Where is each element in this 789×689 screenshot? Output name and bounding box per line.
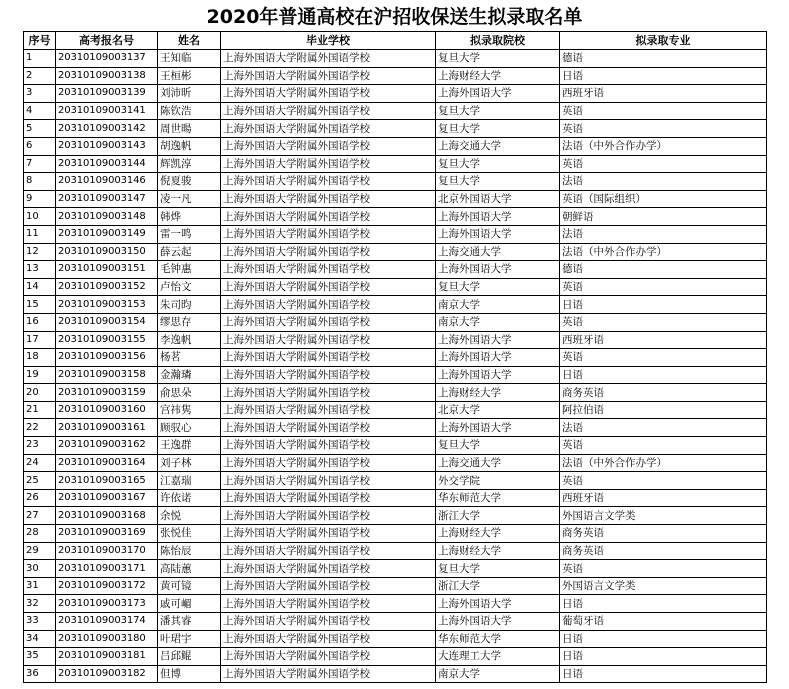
cell-name: 周世暘 bbox=[158, 120, 221, 138]
cell-major: 英语 bbox=[560, 437, 767, 455]
cell-exam-id: 20310109003165 bbox=[56, 472, 158, 490]
cell-major: 日语 bbox=[560, 665, 767, 683]
cell-name: 陈钦浩 bbox=[158, 102, 221, 120]
cell-university: 南京大学 bbox=[436, 665, 560, 683]
cell-university: 复旦大学 bbox=[436, 50, 560, 68]
table-header-row bbox=[24, 32, 767, 50]
cell-name: 戚可嵋 bbox=[158, 595, 221, 613]
cell-index: 34 bbox=[24, 630, 56, 648]
cell-university: 上海交通大学 bbox=[436, 243, 560, 261]
cell-index: 29 bbox=[24, 542, 56, 560]
cell-exam-id: 20310109003159 bbox=[56, 384, 158, 402]
cell-name: 雷一鸣 bbox=[158, 225, 221, 243]
cell-university: 大连理工大学 bbox=[436, 648, 560, 666]
cell-name: 吕邱鲲 bbox=[158, 648, 221, 666]
cell-name: 凌一凡 bbox=[158, 190, 221, 208]
table-row bbox=[24, 401, 767, 419]
cell-major: 英语 bbox=[560, 349, 767, 367]
cell-exam-id: 20310109003160 bbox=[56, 401, 158, 419]
cell-index: 33 bbox=[24, 613, 56, 631]
cell-exam-id: 20310109003180 bbox=[56, 630, 158, 648]
cell-university: 上海外国语大学 bbox=[436, 261, 560, 279]
cell-index: 35 bbox=[24, 648, 56, 666]
cell-major: 西班牙语 bbox=[560, 85, 767, 103]
cell-index: 13 bbox=[24, 261, 56, 279]
table-row bbox=[24, 366, 767, 384]
header-exam-id: 高考报名号 bbox=[56, 32, 158, 50]
admission-table bbox=[23, 31, 767, 683]
cell-major: 日语 bbox=[560, 296, 767, 314]
cell-index: 31 bbox=[24, 577, 56, 595]
cell-school: 上海外国语大学附属外国语学校 bbox=[221, 296, 436, 314]
cell-exam-id: 20310109003146 bbox=[56, 173, 158, 191]
table-row bbox=[24, 120, 767, 138]
cell-exam-id: 20310109003174 bbox=[56, 613, 158, 631]
cell-name: 黄可镜 bbox=[158, 577, 221, 595]
table-row bbox=[24, 384, 767, 402]
cell-exam-id: 20310109003147 bbox=[56, 190, 158, 208]
cell-exam-id: 20310109003158 bbox=[56, 366, 158, 384]
cell-exam-id: 20310109003154 bbox=[56, 313, 158, 331]
cell-university: 外交学院 bbox=[436, 472, 560, 490]
cell-school: 上海外国语大学附属外国语学校 bbox=[221, 366, 436, 384]
table-row bbox=[24, 50, 767, 68]
cell-exam-id: 20310109003155 bbox=[56, 331, 158, 349]
header-index: 序号 bbox=[24, 32, 56, 50]
cell-name: 张悦佳 bbox=[158, 525, 221, 543]
cell-index: 2 bbox=[24, 67, 56, 85]
document-title: 2020年普通高校在沪招收保送生拟录取名单 bbox=[206, 6, 583, 28]
cell-name: 李逸帆 bbox=[158, 331, 221, 349]
cell-school: 上海外国语大学附属外国语学校 bbox=[221, 454, 436, 472]
cell-exam-id: 20310109003142 bbox=[56, 120, 158, 138]
cell-school: 上海外国语大学附属外国语学校 bbox=[221, 190, 436, 208]
cell-school: 上海外国语大学附属外国语学校 bbox=[221, 419, 436, 437]
cell-school: 上海外国语大学附属外国语学校 bbox=[221, 437, 436, 455]
cell-exam-id: 20310109003137 bbox=[56, 50, 158, 68]
cell-major: 日语 bbox=[560, 595, 767, 613]
cell-university: 浙江大学 bbox=[436, 577, 560, 595]
cell-school: 上海外国语大学附属外国语学校 bbox=[221, 613, 436, 631]
cell-index: 5 bbox=[24, 120, 56, 138]
table-row bbox=[24, 595, 767, 613]
cell-major: 法语 bbox=[560, 225, 767, 243]
cell-name: 但博 bbox=[158, 665, 221, 683]
cell-university: 上海财经大学 bbox=[436, 67, 560, 85]
cell-name: 俞思朵 bbox=[158, 384, 221, 402]
cell-major: 日语 bbox=[560, 366, 767, 384]
cell-major: 英语 bbox=[560, 155, 767, 173]
cell-school: 上海外国语大学附属外国语学校 bbox=[221, 155, 436, 173]
cell-index: 22 bbox=[24, 419, 56, 437]
cell-name: 许依诺 bbox=[158, 489, 221, 507]
cell-name: 毛钟惠 bbox=[158, 261, 221, 279]
cell-school: 上海外国语大学附属外国语学校 bbox=[221, 120, 436, 138]
header-name: 姓名 bbox=[158, 32, 221, 50]
cell-major: 英语 bbox=[560, 472, 767, 490]
cell-school: 上海外国语大学附属外国语学校 bbox=[221, 507, 436, 525]
cell-index: 8 bbox=[24, 173, 56, 191]
cell-name: 潘其睿 bbox=[158, 613, 221, 631]
cell-index: 9 bbox=[24, 190, 56, 208]
cell-major: 法语（中外合作办学） bbox=[560, 243, 767, 261]
header-university: 拟录取院校 bbox=[436, 32, 560, 50]
table-row bbox=[24, 173, 767, 191]
cell-school: 上海外国语大学附属外国语学校 bbox=[221, 384, 436, 402]
cell-index: 7 bbox=[24, 155, 56, 173]
cell-exam-id: 20310109003138 bbox=[56, 67, 158, 85]
table-row bbox=[24, 525, 767, 543]
cell-university: 复旦大学 bbox=[436, 120, 560, 138]
cell-name: 薛云起 bbox=[158, 243, 221, 261]
cell-university: 复旦大学 bbox=[436, 560, 560, 578]
cell-index: 1 bbox=[24, 50, 56, 68]
cell-major: 外国语言文学类 bbox=[560, 507, 767, 525]
cell-university: 上海外国语大学 bbox=[436, 595, 560, 613]
cell-major: 德语 bbox=[560, 50, 767, 68]
cell-exam-id: 20310109003152 bbox=[56, 278, 158, 296]
cell-school: 上海外国语大学附属外国语学校 bbox=[221, 525, 436, 543]
table-row bbox=[24, 102, 767, 120]
cell-name: 胡逸帆 bbox=[158, 137, 221, 155]
cell-school: 上海外国语大学附属外国语学校 bbox=[221, 489, 436, 507]
table-row bbox=[24, 560, 767, 578]
cell-name: 高陆蕙 bbox=[158, 560, 221, 578]
cell-university: 上海外国语大学 bbox=[436, 208, 560, 226]
cell-index: 32 bbox=[24, 595, 56, 613]
table-row bbox=[24, 225, 767, 243]
cell-exam-id: 20310109003161 bbox=[56, 419, 158, 437]
cell-exam-id: 20310109003170 bbox=[56, 542, 158, 560]
table-row bbox=[24, 190, 767, 208]
header-major: 拟录取专业 bbox=[560, 32, 767, 50]
cell-index: 36 bbox=[24, 665, 56, 683]
cell-exam-id: 20310109003162 bbox=[56, 437, 158, 455]
cell-major: 外国语言文学类 bbox=[560, 577, 767, 595]
cell-school: 上海外国语大学附属外国语学校 bbox=[221, 173, 436, 191]
cell-university: 南京大学 bbox=[436, 313, 560, 331]
cell-index: 19 bbox=[24, 366, 56, 384]
cell-school: 上海外国语大学附属外国语学校 bbox=[221, 648, 436, 666]
cell-index: 6 bbox=[24, 137, 56, 155]
cell-index: 3 bbox=[24, 85, 56, 103]
cell-exam-id: 20310109003171 bbox=[56, 560, 158, 578]
cell-school: 上海外国语大学附属外国语学校 bbox=[221, 349, 436, 367]
table-row bbox=[24, 472, 767, 490]
cell-university: 复旦大学 bbox=[436, 102, 560, 120]
cell-name: 韩烨 bbox=[158, 208, 221, 226]
table-row bbox=[24, 613, 767, 631]
cell-index: 17 bbox=[24, 331, 56, 349]
cell-name: 叶珺宇 bbox=[158, 630, 221, 648]
cell-index: 25 bbox=[24, 472, 56, 490]
table-row bbox=[24, 296, 767, 314]
cell-school: 上海外国语大学附属外国语学校 bbox=[221, 137, 436, 155]
cell-university: 复旦大学 bbox=[436, 278, 560, 296]
table-row bbox=[24, 85, 767, 103]
cell-school: 上海外国语大学附属外国语学校 bbox=[221, 577, 436, 595]
cell-name: 王桓彬 bbox=[158, 67, 221, 85]
cell-major: 英语 bbox=[560, 313, 767, 331]
cell-major: 商务英语 bbox=[560, 525, 767, 543]
cell-exam-id: 20310109003150 bbox=[56, 243, 158, 261]
cell-university: 华东师范大学 bbox=[436, 489, 560, 507]
cell-school: 上海外国语大学附属外国语学校 bbox=[221, 278, 436, 296]
cell-name: 刘沛昕 bbox=[158, 85, 221, 103]
table-row bbox=[24, 419, 767, 437]
cell-major: 阿拉伯语 bbox=[560, 401, 767, 419]
cell-index: 10 bbox=[24, 208, 56, 226]
cell-school: 上海外国语大学附属外国语学校 bbox=[221, 225, 436, 243]
cell-exam-id: 20310109003168 bbox=[56, 507, 158, 525]
cell-major: 英语 bbox=[560, 120, 767, 138]
cell-name: 卢怡文 bbox=[158, 278, 221, 296]
cell-major: 英语 bbox=[560, 560, 767, 578]
cell-major: 法语（中外合作办学） bbox=[560, 137, 767, 155]
cell-major: 法语 bbox=[560, 419, 767, 437]
cell-exam-id: 20310109003181 bbox=[56, 648, 158, 666]
cell-university: 上海外国语大学 bbox=[436, 331, 560, 349]
cell-school: 上海外国语大学附属外国语学校 bbox=[221, 665, 436, 683]
cell-university: 上海外国语大学 bbox=[436, 613, 560, 631]
cell-exam-id: 20310109003139 bbox=[56, 85, 158, 103]
table-row bbox=[24, 665, 767, 683]
table-row bbox=[24, 542, 767, 560]
cell-name: 倪夏骏 bbox=[158, 173, 221, 191]
cell-exam-id: 20310109003167 bbox=[56, 489, 158, 507]
cell-index: 16 bbox=[24, 313, 56, 331]
cell-university: 南京大学 bbox=[436, 296, 560, 314]
cell-index: 27 bbox=[24, 507, 56, 525]
cell-major: 德语 bbox=[560, 261, 767, 279]
table-row bbox=[24, 137, 767, 155]
table-row bbox=[24, 278, 767, 296]
cell-index: 14 bbox=[24, 278, 56, 296]
cell-major: 英语 bbox=[560, 102, 767, 120]
cell-school: 上海外国语大学附属外国语学校 bbox=[221, 560, 436, 578]
table-row bbox=[24, 454, 767, 472]
cell-major: 商务英语 bbox=[560, 384, 767, 402]
cell-major: 葡萄牙语 bbox=[560, 613, 767, 631]
table-row bbox=[24, 243, 767, 261]
table-row bbox=[24, 489, 767, 507]
cell-name: 杨茗 bbox=[158, 349, 221, 367]
cell-name: 余悦 bbox=[158, 507, 221, 525]
cell-university: 上海财经大学 bbox=[436, 542, 560, 560]
cell-exam-id: 20310109003172 bbox=[56, 577, 158, 595]
cell-index: 30 bbox=[24, 560, 56, 578]
cell-name: 江嘉瑞 bbox=[158, 472, 221, 490]
cell-index: 23 bbox=[24, 437, 56, 455]
cell-index: 4 bbox=[24, 102, 56, 120]
table-row bbox=[24, 208, 767, 226]
cell-name: 刘子林 bbox=[158, 454, 221, 472]
cell-index: 15 bbox=[24, 296, 56, 314]
cell-major: 日语 bbox=[560, 630, 767, 648]
cell-exam-id: 20310109003173 bbox=[56, 595, 158, 613]
cell-university: 复旦大学 bbox=[436, 155, 560, 173]
cell-name: 王知临 bbox=[158, 50, 221, 68]
cell-name: 金瀚璘 bbox=[158, 366, 221, 384]
cell-exam-id: 20310109003144 bbox=[56, 155, 158, 173]
table-row bbox=[24, 349, 767, 367]
cell-index: 20 bbox=[24, 384, 56, 402]
cell-name: 缪思存 bbox=[158, 313, 221, 331]
cell-school: 上海外国语大学附属外国语学校 bbox=[221, 243, 436, 261]
cell-major: 商务英语 bbox=[560, 542, 767, 560]
table-row bbox=[24, 437, 767, 455]
cell-school: 上海外国语大学附属外国语学校 bbox=[221, 313, 436, 331]
cell-university: 上海财经大学 bbox=[436, 384, 560, 402]
cell-major: 英语（国际组织） bbox=[560, 190, 767, 208]
cell-university: 上海外国语大学 bbox=[436, 366, 560, 384]
cell-major: 法语（中外合作办学） bbox=[560, 454, 767, 472]
table-row bbox=[24, 507, 767, 525]
cell-name: 顾驭心 bbox=[158, 419, 221, 437]
cell-index: 28 bbox=[24, 525, 56, 543]
table-row bbox=[24, 155, 767, 173]
cell-university: 上海交通大学 bbox=[436, 137, 560, 155]
cell-school: 上海外国语大学附属外国语学校 bbox=[221, 595, 436, 613]
cell-name: 陈怡辰 bbox=[158, 542, 221, 560]
table-row bbox=[24, 313, 767, 331]
cell-university: 上海外国语大学 bbox=[436, 85, 560, 103]
cell-school: 上海外国语大学附属外国语学校 bbox=[221, 401, 436, 419]
cell-exam-id: 20310109003164 bbox=[56, 454, 158, 472]
cell-exam-id: 20310109003148 bbox=[56, 208, 158, 226]
cell-school: 上海外国语大学附属外国语学校 bbox=[221, 472, 436, 490]
cell-university: 上海外国语大学 bbox=[436, 225, 560, 243]
cell-major: 英语 bbox=[560, 278, 767, 296]
cell-index: 24 bbox=[24, 454, 56, 472]
cell-index: 21 bbox=[24, 401, 56, 419]
cell-index: 11 bbox=[24, 225, 56, 243]
cell-university: 上海交通大学 bbox=[436, 454, 560, 472]
table-body bbox=[24, 50, 767, 683]
cell-exam-id: 20310109003169 bbox=[56, 525, 158, 543]
cell-major: 日语 bbox=[560, 67, 767, 85]
cell-exam-id: 20310109003151 bbox=[56, 261, 158, 279]
header-school: 毕业学校 bbox=[221, 32, 436, 50]
cell-school: 上海外国语大学附属外国语学校 bbox=[221, 50, 436, 68]
cell-school: 上海外国语大学附属外国语学校 bbox=[221, 208, 436, 226]
table-row bbox=[24, 630, 767, 648]
cell-exam-id: 20310109003156 bbox=[56, 349, 158, 367]
cell-major: 西班牙语 bbox=[560, 489, 767, 507]
cell-university: 华东师范大学 bbox=[436, 630, 560, 648]
cell-school: 上海外国语大学附属外国语学校 bbox=[221, 102, 436, 120]
table-row bbox=[24, 577, 767, 595]
cell-major: 西班牙语 bbox=[560, 331, 767, 349]
cell-university: 复旦大学 bbox=[436, 437, 560, 455]
cell-exam-id: 20310109003143 bbox=[56, 137, 158, 155]
cell-name: 辉凯淳 bbox=[158, 155, 221, 173]
table-row bbox=[24, 648, 767, 666]
cell-name: 宫祎隽 bbox=[158, 401, 221, 419]
cell-index: 26 bbox=[24, 489, 56, 507]
cell-exam-id: 20310109003182 bbox=[56, 665, 158, 683]
cell-index: 12 bbox=[24, 243, 56, 261]
cell-school: 上海外国语大学附属外国语学校 bbox=[221, 331, 436, 349]
cell-exam-id: 20310109003141 bbox=[56, 102, 158, 120]
cell-university: 上海外国语大学 bbox=[436, 349, 560, 367]
cell-university: 浙江大学 bbox=[436, 507, 560, 525]
cell-major: 日语 bbox=[560, 648, 767, 666]
cell-index: 18 bbox=[24, 349, 56, 367]
cell-school: 上海外国语大学附属外国语学校 bbox=[221, 261, 436, 279]
table-row bbox=[24, 67, 767, 85]
table-row bbox=[24, 261, 767, 279]
cell-school: 上海外国语大学附属外国语学校 bbox=[221, 85, 436, 103]
table-row bbox=[24, 331, 767, 349]
cell-school: 上海外国语大学附属外国语学校 bbox=[221, 542, 436, 560]
cell-exam-id: 20310109003149 bbox=[56, 225, 158, 243]
cell-school: 上海外国语大学附属外国语学校 bbox=[221, 67, 436, 85]
cell-major: 朝鲜语 bbox=[560, 208, 767, 226]
cell-university: 北京大学 bbox=[436, 401, 560, 419]
cell-university: 北京外国语大学 bbox=[436, 190, 560, 208]
cell-university: 上海财经大学 bbox=[436, 525, 560, 543]
cell-name: 朱司昀 bbox=[158, 296, 221, 314]
cell-school: 上海外国语大学附属外国语学校 bbox=[221, 630, 436, 648]
cell-university: 上海外国语大学 bbox=[436, 419, 560, 437]
cell-university: 复旦大学 bbox=[436, 173, 560, 191]
cell-exam-id: 20310109003153 bbox=[56, 296, 158, 314]
cell-major: 法语 bbox=[560, 173, 767, 191]
cell-name: 王逸群 bbox=[158, 437, 221, 455]
